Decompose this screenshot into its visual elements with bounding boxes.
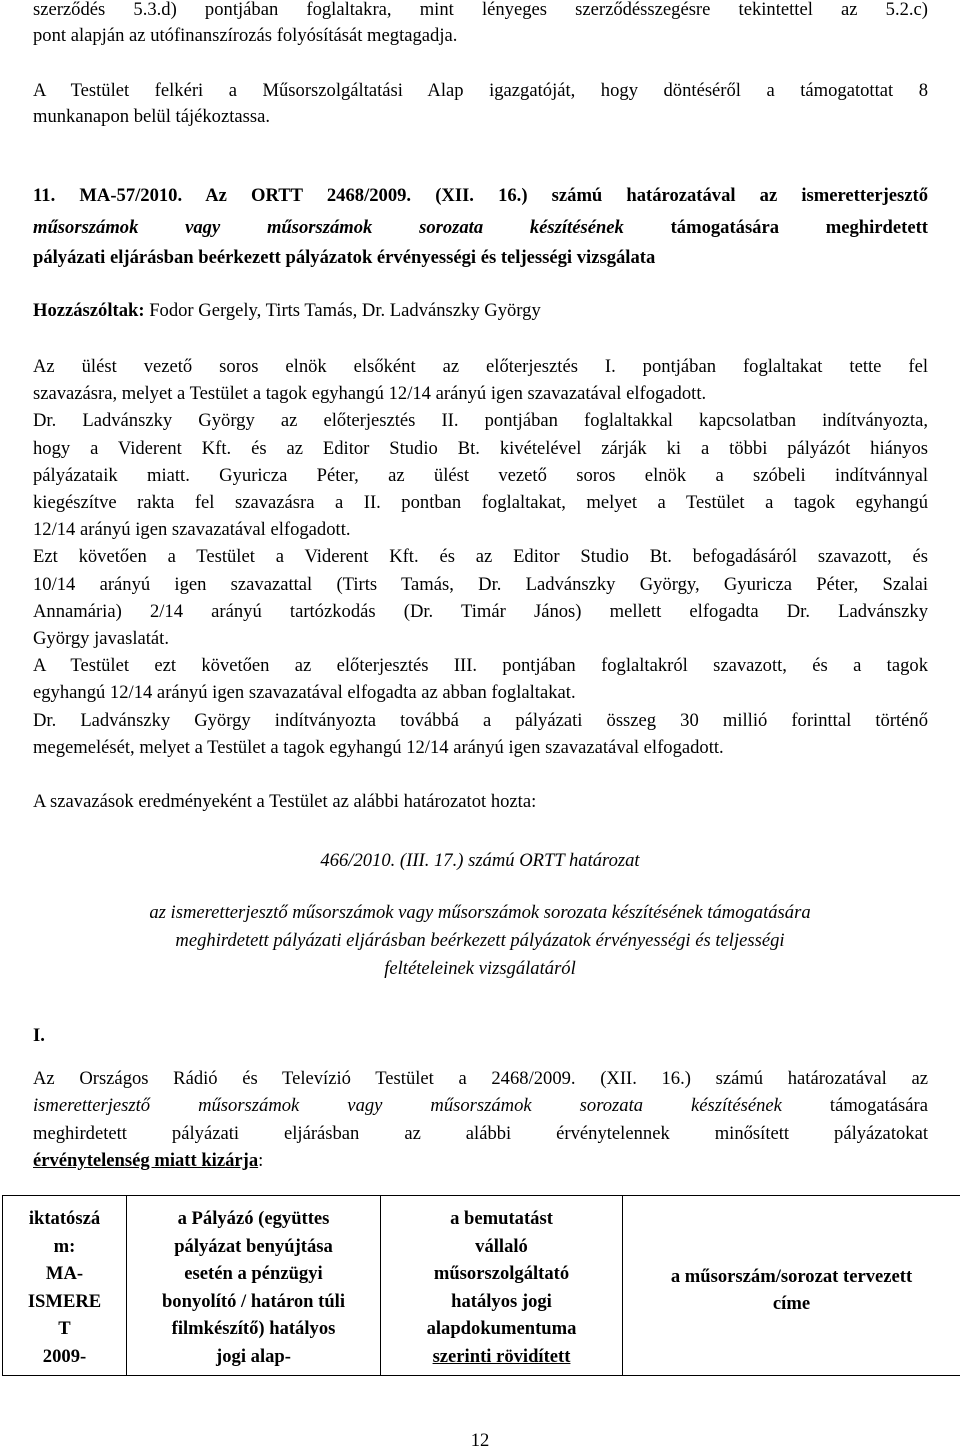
commenters-label: Hozzászóltak: [33, 300, 145, 321]
agenda-item-heading: pályázati eljárásban beérkezett pályázatok érvényességi és teljességi vizsgálata [33, 245, 928, 271]
body-line: Annamária) 2/14 arányú tartózkodás (Dr. Timár János) mellett elfogadta Dr. Ladvánszky [33, 599, 928, 625]
resolution-number: 466/2010. (III. 17.) számú ORTT határozat [0, 848, 960, 874]
body-line: kiegészítve rakta fel szavazásra a II. pontban foglaltakat, melyet a Testület a tagok egyhangú [33, 490, 928, 516]
body-line: pályázataik miatt. Gyuricza Péter, az ülést vezető soros elnök a szóbeli indítvánnyal [33, 463, 928, 489]
body-line: 12/14 arányú igen szavazatával elfogadott. [33, 517, 928, 543]
commenters-line [33, 298, 928, 324]
header-registration-number: iktatószá m: MA- ISMERE T 2009- [3, 1196, 127, 1376]
body-line: hogy a Viderent Kft. és az Editor Studio Bt. kivételével zárják ki a többi pályázót hiányos [33, 436, 928, 462]
body-line: szavazásra, melyet a Testület a tagok egyhangú 12/14 arányú igen szavazatával elfogadott. [33, 381, 928, 407]
header-program-title: a műsorszám/sorozat tervezett címe [623, 1196, 960, 1376]
section-label: I. [33, 1023, 928, 1049]
text-line: szerződés 5.3.d) pontjában foglaltakra, mint lényeges szerződésszegésre tekintettel az 5.2.c) [33, 0, 928, 23]
text-line: A Testület felkéri a Műsorszolgáltatási Alap igazgatóját, hogy döntéséről a támogatottat 8 [33, 78, 928, 104]
body-line: megemelését, melyet a Testület a tagok egyhangú 12/14 arányú igen szavazatával elfogadott. [33, 735, 928, 761]
section-text-rest: támogatására [782, 1095, 928, 1116]
table-header-row [3, 1196, 960, 1376]
body-line: A Testület ezt követően az előterjesztés III. pontjában foglaltakról szavazott, és a tagok [33, 653, 928, 679]
section-text-rest: : [258, 1150, 263, 1171]
body-line: egyhangú 12/14 arányú igen szavazatával elfogadta az abban foglaltakat. [33, 680, 928, 706]
agenda-item-heading [33, 215, 928, 241]
text-line: pont alapján az utófinanszírozás folyósítását megtagadja. [33, 23, 928, 49]
body-line: 10/14 arányú igen szavazattal (Tirts Tamás, Dr. Ladvánszky György, Gyuricza Péter, Szalai [33, 572, 928, 598]
agenda-item-heading: 11. MA-57/2010. Az ORTT 2468/2009. (XII. 16.) számú határozatával az ismeretterjesztő [33, 183, 928, 209]
resolution-subject: feltételeinek vizsgálatáról [0, 956, 960, 982]
resolution-subject: az ismeretterjesztő műsorszámok vagy műsorszámok sorozata készítésének támogatására [0, 900, 960, 926]
body-line: Dr. Ladvánszky György indítványozta továbbá a pályázati összeg 30 millió forinttal történő [33, 708, 928, 734]
result-intro: A szavazások eredményeként a Testület az alábbi határozatot hozta: [33, 789, 928, 815]
section-text: meghirdetett pályázati eljárásban az alábbi érvénytelennek minősített pályázatokat [33, 1121, 928, 1147]
program-type-italic: műsorszámok vagy műsorszámok sorozata készítésének [33, 217, 624, 238]
exclusion-phrase: érvénytelenség miatt kizárja [33, 1150, 258, 1171]
body-line: György javaslatát. [33, 626, 928, 652]
section-text [33, 1148, 928, 1174]
page-number: 12 [0, 1430, 960, 1452]
body-line: Dr. Ladvánszky György az előterjesztés II. pontjában foglaltakkal kapcsolatban indítványozta, [33, 408, 928, 434]
section-text: Az Országos Rádió és Televízió Testület a 2468/2009. (XII. 16.) számú határozatával az [33, 1066, 928, 1092]
text-line: munkanapon belül tájékoztassa. [33, 104, 928, 130]
body-line: Az ülést vezető soros elnök elsőként az előterjesztés I. pontjában foglaltakat tette fel [33, 354, 928, 380]
program-type-italic: ismeretterjesztő műsorszámok vagy műsorszámok sorozata készítésének [33, 1095, 782, 1116]
commenters-names: Fodor Gergely, Tirts Tamás, Dr. Ladvánszky György [145, 300, 541, 321]
body-line: Ezt követően a Testület a Viderent Kft. és az Editor Studio Bt. befogadásáról szavazott, és [33, 544, 928, 570]
resolution-subject: meghirdetett pályázati eljárásban beérkezett pályázatok érvényességi és teljességi [0, 928, 960, 954]
header-broadcaster: a bemutatást vállaló műsorszolgáltató hatályos jogi alapdokumentuma szerinti rövidített [381, 1196, 623, 1376]
heading-text: támogatására meghirdetett [624, 217, 928, 238]
header-applicant: a Pályázó (együttes pályázat benyújtása esetén a pénzügyi bonyolító / határon túli filmkészítő) hatályos jogi alap- [127, 1196, 381, 1376]
excluded-applications-table [2, 1195, 960, 1376]
section-text [33, 1093, 928, 1119]
